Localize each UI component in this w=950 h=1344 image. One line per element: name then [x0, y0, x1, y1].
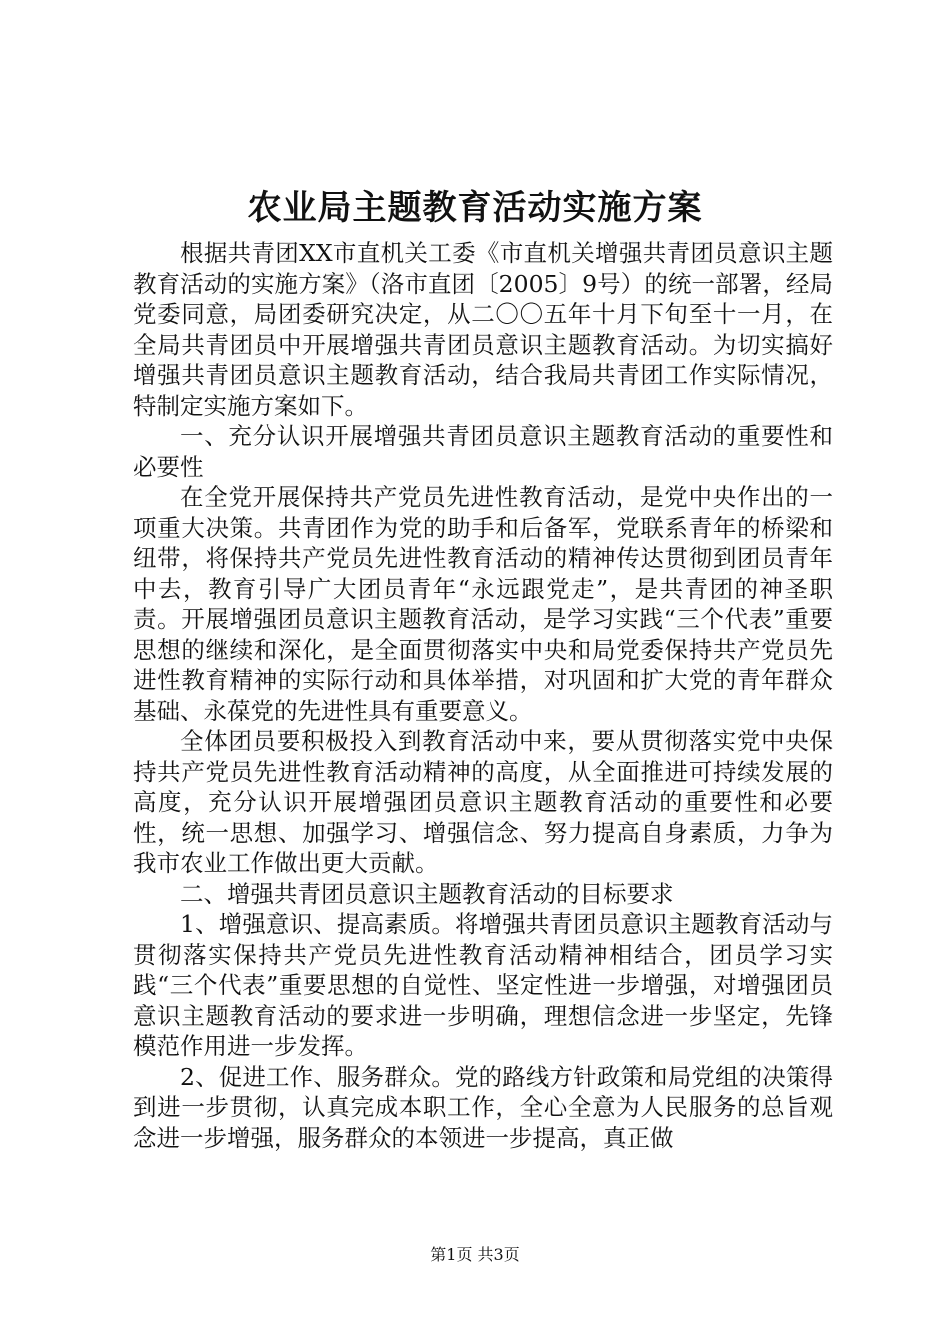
document-body	[133, 238, 833, 1153]
paragraph-goal-2: 2、促进工作、服务群众。党的路线方针政策和局党组的决策得到进一步贯彻，认真完成本职工作，全心全意为人民服务的总旨观念进一步增强，服务群众的本领进一步提高，真正做	[133, 1062, 833, 1152]
paragraph-significance: 在全党开展保持共产党员先进性教育活动，是党中央作出的一项重大决策。共青团作为党的助手和后备军，党联系青年的桥梁和纽带，将保持共产党员先进性教育活动的精神传达贯彻到团员青年中去，教育引导广大团员青年“永远跟党走”，是共青团的神圣职责。开展增强团员意识主题教育活动，是学习实践“三个代表”重要思想的继续和深化，是全面贯彻落实中央和局党委保持共产党员先进性教育精神的实际行动和具体举措，对巩固和扩大党的青年群众基础、永葆党的先进性具有重要意义。	[133, 483, 833, 725]
page-number-footer: 第1页 共3页	[430, 1245, 520, 1264]
paragraph-participation: 全体团员要积极投入到教育活动中来，要从贯彻落实党中央保持共产党员先进性教育活动精神的高度，从全面推进可持续发展的高度，充分认识开展增强团员意识主题教育活动的重要性和必要性，统一思想、加强学习、增强信念、努力提高自身素质，力争为我市农业工作做出更大贡献。	[133, 727, 833, 877]
paragraph-intro: 根据共青团XX市直机关工委《市直机关增强共青团员意识主题教育活动的实施方案》（洛市直团〔2005〕9号）的统一部署，经局党委同意，局团委研究决定，从二〇〇五年十月下旬至十一月，在全局共青团员中开展增强共青团员意识主题教育活动。为切实搞好增强共青团员意识主题教育活动，结合我局共青团工作实际情况，特制定实施方案如下。	[133, 239, 833, 420]
section-heading-1: 一、充分认识开展增强共青团员意识主题教育活动的重要性和必要性	[133, 422, 833, 481]
section-heading-2: 二、增强共青团员意识主题教育活动的目标要求	[180, 879, 674, 908]
document-title: 农业局主题教育活动实施方案	[247, 188, 703, 228]
paragraph-goal-1: 1、增强意识、提高素质。将增强共青团员意识主题教育活动与贯彻落实保持共产党员先进性教育活动精神相结合，团员学习实践“三个代表”重要思想的自觉性、坚定性进一步增强，对增强团员意识主题教育活动的要求进一步明确，理想信念进一步坚定，先锋模范作用进一步发挥。	[133, 910, 833, 1060]
